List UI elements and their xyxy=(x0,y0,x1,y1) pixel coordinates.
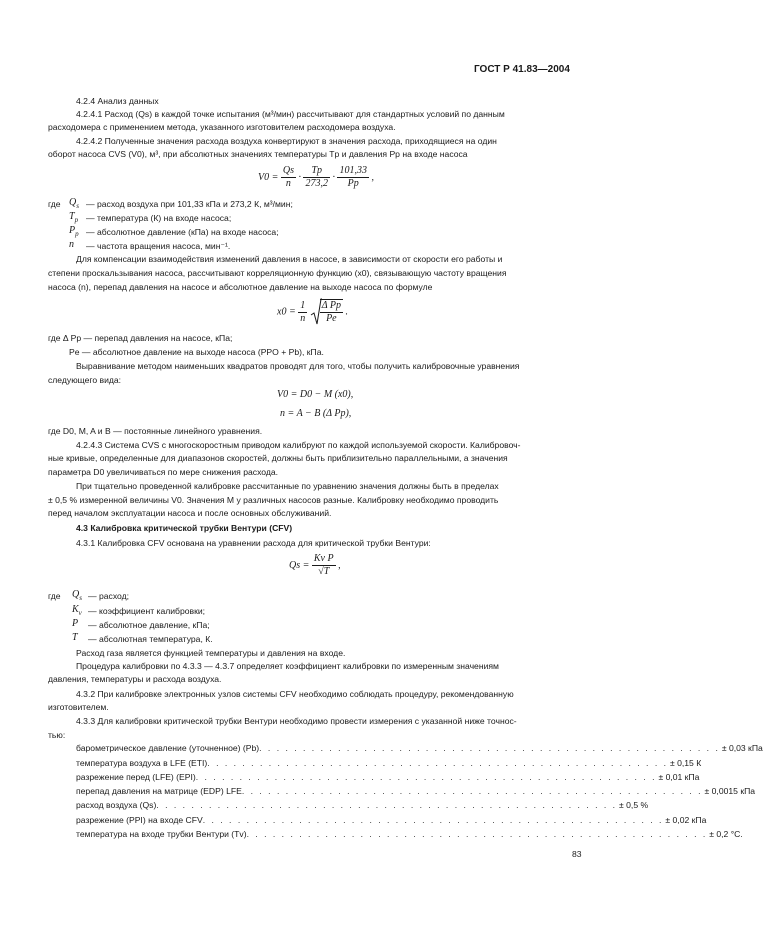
definition-pe: Pe — абсолютное давление на выходе насоса (PPO + Pb), кПа. xyxy=(69,347,324,357)
calibration-care-line2: ± 0,5 % измеренной величины V0. Значения M у различных насосов разные. Калибровку необходимо проводить xyxy=(48,495,499,505)
formula-x0-one: 1 xyxy=(300,299,306,311)
definition-qs: — расход воздуха при 101,33 кПа и 273,2 К, м³/мин; xyxy=(86,199,293,209)
definition-kv: — коэффициент калибровки; xyxy=(88,606,206,616)
definition-pp: — абсолютное давление (кПа) на входе насоса; xyxy=(86,227,279,237)
paragraph-4-2-4-2-line2: оборот насоса CVS (V0), м³, при абсолютных значениях температуры Tp и давления Pp на входе насоса xyxy=(48,149,468,159)
measurement-label: разрежение перед (LFE) (EPI) xyxy=(76,772,196,782)
symbol-qs-2: $Q_s$ xyxy=(72,589,82,602)
measurement-label: перепад давления на матрице (EDP) LFE xyxy=(76,786,242,796)
measurement-label: разрежение (PPI) на входе CFV xyxy=(76,815,203,825)
compensation-line2: степени проскальзывания насоса, рассчитывают корреляционную функцию (x0), связывающую частоту вращения xyxy=(48,268,507,278)
paragraph-4-2-4-3-line3: параметра D0 увеличиваться по мере снижения расхода. xyxy=(48,467,279,477)
paragraph-4-3-3-line1: 4.3.3 Для калибровки критической трубки Вентури необходимо провести измерения с указанной ниже точнос- xyxy=(76,716,517,726)
formula-x0-pe: Pe xyxy=(326,313,337,324)
formula-v0-lhs: V0 = xyxy=(258,171,279,183)
symbol-qs: $Q_s$ xyxy=(69,197,79,210)
symbol-tp: $T_p$ xyxy=(69,211,79,224)
formula-qs-num: Kv P xyxy=(313,553,334,564)
calibration-care-line1: При тщательно проведенной калибровке рассчитанные по уравнению значения должны быть в пределах xyxy=(76,481,499,491)
formula-x0: x0 = $\frac{1}{n}$ $\frac{\text{Δ Pp}}{Pe}$ . xyxy=(277,299,348,324)
where-label-2: где xyxy=(48,591,61,601)
flow-function-text: Расход газа является функцией температуры и давления на входе. xyxy=(76,648,346,658)
measurement-value: ± 0,03 кПа xyxy=(721,743,763,753)
compensation-line3: насоса (n), перепад давления на насосе и абсолютное давление на выходе насоса по формуле xyxy=(48,282,433,292)
measurement-row: расход воздуха (Qs) . . . . . . . . . . . . . . . . . . . . . . . . . . . . . . . . . . . . . . . . . . . . . . . . . . . . . ± 0,5 % xyxy=(76,800,649,810)
measurement-row: перепад давления на матрице (EDP) LFE . . . . . . . . . . . . . . . . . . . . . . . . . . . . . . . . . . . . . . . . . . . . . . . . . . . . . ± 0,0015 кПа xyxy=(76,786,756,796)
alignment-line1: Выравнивание методом наименьших квадратов проводят для того, чтобы получить калибровочные уравнения xyxy=(76,361,520,371)
formula-qs: Qs = $\frac{\text{Kv P}}{√T}$ , xyxy=(289,553,341,577)
formula-qs-den: T xyxy=(323,566,330,577)
definition-n: — частота вращения насоса, мин⁻¹. xyxy=(86,241,231,251)
measurement-row: разрежение (PPI) на входе CFV . . . . . . . . . . . . . . . . . . . . . . . . . . . . . . . . . . . . . . . . . . . . . . . . . . . . . ± 0,02 кПа xyxy=(76,815,707,825)
definition-constants: где D0, M, A и B — постоянные линейного уравнения. xyxy=(48,426,263,436)
measurement-row: температура на входе трубки Вентури (Tv) . . . . . . . . . . . . . . . . . . . . . . . . . . . . . . . . . . . . . . . . . . . . . . . . . . . . . ± 0,2 °С. xyxy=(76,829,743,839)
formula-v0-tp: Tp xyxy=(303,165,330,178)
symbol-n: n xyxy=(69,239,74,250)
measurement-row: барометрическое давление (уточненное) (Pb) . . . . . . . . . . . . . . . . . . . . . . . . . . . . . . . . . . . . . . . . . . . . . . . . . . . . . ± 0,03 кПа xyxy=(76,743,763,753)
page-number: 83 xyxy=(572,849,582,859)
calibration-care-line3: перед началом эксплуатации насоса и после основных обслуживаний. xyxy=(48,508,332,518)
definition-qs-2: — расход; xyxy=(88,591,130,601)
paragraph-4-2-4-1-line2: расходомера с применением метода, указанного изготовителем расходомера воздуха. xyxy=(48,122,396,132)
symbol-p: P xyxy=(72,618,79,629)
section-title-4-3: 4.3 Калибровка критической трубки Вентури (CFV) xyxy=(76,523,293,533)
formula-v0-101: 101,33 xyxy=(339,165,367,176)
procedure-line1: Процедура калибровки по 4.3.3 — 4.3.7 определяет коэффициент калибровки по измеренным значениям xyxy=(76,661,499,671)
document-number: ГОСТ Р 41.83—2004 xyxy=(474,64,570,75)
procedure-line2: давления, температуры и расхода воздуха. xyxy=(48,674,222,684)
paragraph-4-2-4-3-line2: ные кривые, определенные для диапазонов скоростей, должны быть приблизительно параллельными, а значения xyxy=(48,453,508,463)
where-label-1: где xyxy=(48,199,61,209)
measurement-value: ± 0,0015 кПа xyxy=(704,786,756,796)
equation-n: n = A − B (Δ Pp), xyxy=(280,408,352,419)
measurement-value: ± 0,01 кПа xyxy=(658,772,700,782)
paragraph-4-3-3-line2: тью: xyxy=(48,730,66,740)
formula-x0-n: n xyxy=(300,312,306,324)
formula-v0-n: n xyxy=(285,178,291,189)
measurement-label: температура воздуха в LFE (ETI) xyxy=(76,758,208,768)
measurement-value: ± 0,15 К xyxy=(670,758,702,768)
measurement-value: ± 0,5 % xyxy=(619,800,649,810)
compensation-line1: Для компенсации взаимодействия изменений давления в насосе, в зависимости от скорости его работы и xyxy=(76,254,503,264)
symbol-kv: $K_v$ xyxy=(72,604,82,617)
measurement-label: температура на входе трубки Вентури (Tv) xyxy=(76,829,247,839)
definition-delta-pp: где Δ Pp — перепад давления на насосе, кПа; xyxy=(48,333,233,343)
measurement-value: ± 0,02 кПа xyxy=(665,815,707,825)
paragraph-4-3-2-line2: изготовителем. xyxy=(48,702,109,712)
definition-t: — абсолютная температура, К. xyxy=(88,634,213,644)
formula-x0-dpp: Δ Pp xyxy=(321,300,341,311)
alignment-line2: следующего вида: xyxy=(48,375,122,385)
measurement-label: расход воздуха (Qs) xyxy=(76,800,157,810)
definition-p: — абсолютное давление, кПа; xyxy=(88,620,210,630)
measurement-value: ± 0,2 °С. xyxy=(709,829,743,839)
paragraph-4-2-4-1-line1: 4.2.4.1 Расход (Qs) в каждой точке испытания (м³/мин) рассчитывают для стандартных условий по данным xyxy=(76,109,505,119)
section-title-4-2-4: 4.2.4 Анализ данных xyxy=(76,96,159,106)
symbol-pp: $P_p$ xyxy=(69,225,79,238)
formula-v0: V0 = $\frac{Qs}{n}$ · $\frac{Tp}{273,2}$ · $\frac{101,33}{Pp}$ , xyxy=(258,165,374,189)
formula-qs-lhs: Qs = xyxy=(289,559,310,571)
formula-v0-273: 273,2 xyxy=(305,178,328,189)
equation-v0: V0 = D0 − M (x0), xyxy=(277,389,354,400)
formula-v0-qs: Qs xyxy=(282,165,294,176)
formula-x0-lhs: x0 = xyxy=(277,306,296,318)
symbol-t: T xyxy=(72,632,78,643)
paragraph-4-3-1: 4.3.1 Калибровка CFV основана на уравнении расхода для критической трубки Вентури: xyxy=(76,538,431,548)
definition-tp: — температура (К) на входе насоса; xyxy=(86,213,232,223)
paragraph-4-3-2-line1: 4.3.2 При калибровке электронных узлов системы CFV необходимо соблюдать процедуру, рекомендованную xyxy=(76,689,514,699)
formula-v0-pp: Pp xyxy=(347,178,359,189)
measurement-label: барометрическое давление (уточненное) (Pb) xyxy=(76,743,260,753)
measurement-row: разрежение перед (LFE) (EPI) . . . . . . . . . . . . . . . . . . . . . . . . . . . . . . . . . . . . . . . . . . . . . . . . . . . . . ± 0,01 кПа xyxy=(76,772,700,782)
paragraph-4-2-4-3-line1: 4.2.4.3 Система CVS с многоскоростным приводом калибруют по каждой используемой скорости. Калибровоч- xyxy=(76,440,521,450)
measurement-row: температура воздуха в LFE (ETI) . . . . . . . . . . . . . . . . . . . . . . . . . . . . . . . . . . . . . . . . . . . . . . . . . . . . . ± 0,15 К xyxy=(76,758,702,768)
paragraph-4-2-4-2-line1: 4.2.4.2 Полученные значения расхода воздуха конвертируют в значения расхода, приходящиеся на один xyxy=(76,136,497,146)
